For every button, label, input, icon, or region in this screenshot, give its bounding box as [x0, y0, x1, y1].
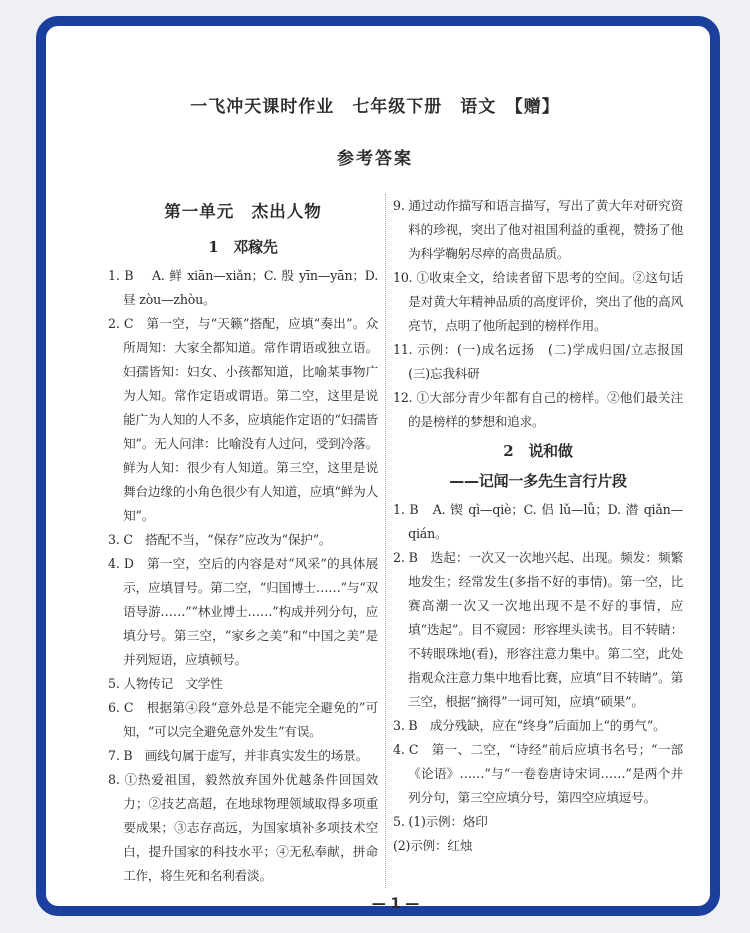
right-column — [393, 194, 696, 888]
answer-item — [393, 338, 696, 386]
answer-number: 2. — [393, 550, 409, 565]
answer-item — [108, 696, 378, 744]
answer-item — [393, 546, 683, 714]
answer-number: 12. — [393, 390, 417, 405]
answer-item — [393, 714, 683, 738]
answer-text: B 画线句属于虚写，并非真实发生的场景。 — [123, 748, 368, 763]
answer-number: 1. — [393, 502, 410, 517]
answer-number: 10. — [393, 270, 417, 285]
answer-item — [108, 552, 378, 672]
answer-number: 5. — [108, 676, 124, 691]
answer-item — [393, 266, 683, 338]
answer-number: 8. — [108, 772, 125, 787]
answer-item — [108, 528, 378, 552]
answer-text: 通过动作描写和语言描写，写出了黄大年对研究资料的珍视，突出了他对祖国利益的重视，赞扬了他为科学鞠躬尽瘁的高贵品质。 — [408, 198, 683, 261]
answer-list — [393, 498, 683, 858]
answer-text: (2)示例：红烛 — [393, 838, 473, 853]
answer-number: 2. — [108, 316, 124, 331]
answer-item — [393, 810, 683, 834]
answer-text: C 根据第④段“意外总是不能完全避免的”可知，“可以完全避免意外发生”有误。 — [123, 700, 378, 739]
answer-text: B 迭起：一次又一次地兴起、出现。频发：频繁地发生；经常发生(多指不好的事情)。第一空，比赛高潮一次又一次地出现不是不好的事情，应填“迭起”。目不窥园：形容埋头读书。目不转睛：不转眼珠地(看)，形容注意力集中。第二空，此处指观众注意力集中地看比赛，应填“目不转睛”。第三空，根据“摘得”一词可知，应填“硕果”。 — [408, 550, 684, 709]
answer-number: 7. — [108, 748, 124, 763]
answer-list — [108, 264, 378, 888]
answer-text: 人物传记 文学性 — [123, 676, 223, 691]
answer-text: B 成分残缺，应在“终身”后面加上“的勇气”。 — [408, 718, 666, 733]
page-number: — 1 — — [371, 896, 420, 912]
answer-item — [393, 386, 683, 434]
answer-number: 5. — [393, 814, 409, 829]
answer-text: (1)示例：烙印 — [408, 814, 488, 829]
answer-text: C 第一空，与“天籁”搭配，应填“奏出”。众所周知：大家全都知道。常作谓语或独立语。妇孺皆知：妇女、小孩都知道，比喻某事物广为人知。常作定语或谓语。第二空，这里是说能广为人知的人不多，应填能作定语的“妇孺皆知”。无人问津：比喻没有人过问，受到冷落。鲜为人知：很少有人知道。第三空，这里是说舞台边缘的小角色很少有人知道，应填“鲜为人知”。 — [123, 316, 378, 523]
answer-number: 9. — [393, 198, 409, 213]
answer-list — [393, 194, 696, 434]
answer-number: 4. — [108, 556, 124, 571]
lesson-subtitle: ——记闻一多先生言行片段 — [449, 472, 627, 490]
answer-number: 4. — [393, 742, 409, 757]
answer-text: ①热爱祖国，毅然放弃国外优越条件回国效力；②技艺高超，在地球物理领域取得多项重要成果；③志存高远，为国家填补多项技术空白，提升国家的科技水平；④无私奉献，拼命工作，将生死和名利看淡。 — [123, 772, 379, 883]
page-body — [108, 194, 696, 914]
answer-text: C 搭配不当，“保存”应改为“保护”。 — [123, 532, 332, 547]
document-title: 一飞冲天课时作业 七年级下册 语文 【赠】 — [190, 97, 560, 117]
answer-item — [108, 768, 378, 888]
answer-number: 11. — [393, 342, 418, 357]
answer-text: ①大部分青少年都有自己的榜样。②他们最关注的是榜样的梦想和追求。 — [408, 390, 683, 429]
lesson-heading: 2 说和做 — [503, 442, 573, 460]
answer-text: B A. 鲜 xiān—xiǎn；C. 殷 yīn—yān；D. 昼 zòu—zhòu。 — [123, 268, 378, 307]
answer-item — [108, 312, 378, 528]
answer-item — [393, 738, 683, 810]
answer-number: 1. — [108, 268, 125, 283]
answer-item — [393, 194, 683, 266]
answer-key-heading: 参考答案 — [337, 149, 413, 169]
column-divider — [385, 194, 386, 888]
answer-item — [108, 264, 378, 312]
answer-item — [108, 744, 378, 768]
answer-item — [393, 834, 683, 858]
answer-text: D 第一空，空后的内容是对“风采”的具体展示，应填冒号。第二空，“归国博士……”与“双语导游……”“林业博士……”构成并列分句，应填分号。第三空，“家乡之美”和“中国之美”是并列短语，应填顿号。 — [123, 556, 378, 667]
left-column — [108, 194, 378, 888]
lesson-heading: 1 邓稼先 — [208, 238, 278, 256]
answer-item — [108, 672, 378, 696]
answer-item — [393, 498, 683, 546]
unit-heading: 第一单元 杰出人物 — [164, 202, 322, 221]
answer-text: B A. 锲 qì—qiè；C. 侣 lǔ—lǚ；D. 潜 qiǎn—qián。 — [408, 502, 683, 541]
answer-number: 3. — [393, 718, 409, 733]
answer-number: 3. — [108, 532, 124, 547]
answer-text: 示例：(一)成名远扬 (二)学成归国/立志报国 (三)忘我科研 — [408, 342, 696, 381]
answer-text: C 第一、二空，“诗经”前后应填书名号；“一部《论语》……”与“一卷卷唐诗宋词……”是两个并列分句，第三空应填分号，第四空应填逗号。 — [408, 742, 683, 805]
answer-number: 6. — [108, 700, 124, 715]
answer-text: ①收束全文，给读者留下思考的空间。②这句话是对黄大年精神品质的高度评价，突出了他的高风亮节，点明了他所起到的榜样作用。 — [408, 270, 683, 333]
